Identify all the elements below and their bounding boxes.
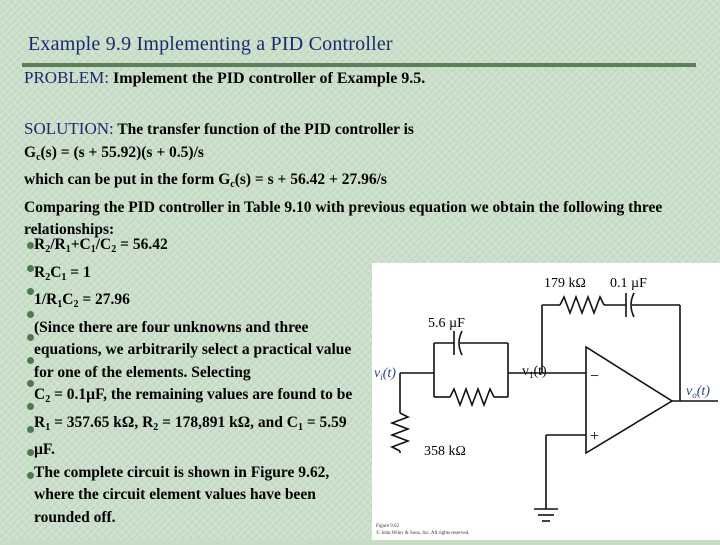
problem-text: Implement the PID controller of Example 9.5. bbox=[109, 70, 426, 87]
opamp-minus: − bbox=[590, 368, 600, 385]
relation-3: $1/R_1C_2 = 27.96$ bbox=[34, 291, 130, 310]
bullet-bead bbox=[27, 288, 34, 295]
bullet-bead bbox=[27, 265, 34, 272]
bullet-bead bbox=[27, 311, 34, 318]
solution-block bbox=[24, 118, 704, 242]
label-vi: $v_i(t)$ bbox=[374, 366, 396, 382]
label-r-input: 358 kΩ bbox=[424, 444, 466, 459]
problem-statement bbox=[24, 68, 425, 88]
circuit-figure bbox=[372, 263, 720, 540]
label-vo: $v_o(t)$ bbox=[686, 384, 710, 400]
circuit-diagram bbox=[372, 263, 720, 540]
label-c-feedback: 0.1 µF bbox=[610, 276, 647, 291]
comparison-text: Comparing the PID controller in Table 9.10 with previous equation we obtain the following three relationships: bbox=[24, 198, 663, 238]
title-divider bbox=[22, 63, 696, 67]
bullet-bead bbox=[27, 426, 34, 433]
solution-intro bbox=[24, 118, 704, 142]
bullet-bead bbox=[27, 403, 34, 410]
note-unknowns: (Since there are four unknowns and three equations, we arbitrarily select a practical value for one of the elements. Selecting bbox=[34, 318, 352, 381]
relation-2: $R_2C_1 = 1$ bbox=[34, 263, 91, 283]
bullet-bead bbox=[27, 357, 34, 364]
label-c-input: 5.6 µF bbox=[428, 316, 465, 331]
copyright-caption: © John Wiley & Sons, Inc. All rights reserved. bbox=[376, 531, 470, 536]
note-values: $C_2 = 0.1\mu F$, the remaining values are found to be $R_1 = 357.65$ kΩ, $R_2 = 178,891$ kΩ, and $C_1 = 5.59$ µF. bbox=[34, 386, 353, 458]
figure-caption: Figure 9.62 bbox=[376, 524, 400, 529]
pid-form-line: which can be put in the form $G_c(s) = s + 56.42 + 27.96/s$ bbox=[24, 171, 387, 190]
opamp-plus: + bbox=[590, 428, 600, 445]
bullet-bead bbox=[27, 380, 34, 387]
label-v1: $v_1(t)$ bbox=[522, 364, 547, 380]
bullet-bead bbox=[27, 472, 34, 479]
bullet-bead bbox=[27, 242, 34, 249]
problem-label: PROBLEM: bbox=[24, 68, 110, 87]
bullet-bead bbox=[27, 334, 34, 341]
bullet-bead bbox=[27, 449, 34, 456]
solution-label: SOLUTION: bbox=[24, 119, 114, 138]
slide-title: Example 9.9 Implementing a PID Controller bbox=[28, 33, 393, 55]
transfer-function-line: $G_c(s) = (s + 55.92)(s + 0.5)/s$ bbox=[24, 143, 204, 163]
relations-block bbox=[34, 234, 364, 529]
solution-text: The transfer function of the PID controller is bbox=[113, 121, 414, 138]
label-r-feedback: 179 kΩ bbox=[544, 276, 586, 291]
relation-1: $R_2/R_1+C_1/C_2 = 56.42$ bbox=[34, 236, 168, 255]
note-figure: The complete circuit is shown in Figure 9.62, where the circuit element values have been rounded off. bbox=[34, 463, 330, 526]
resistor-358k bbox=[392, 413, 408, 451]
